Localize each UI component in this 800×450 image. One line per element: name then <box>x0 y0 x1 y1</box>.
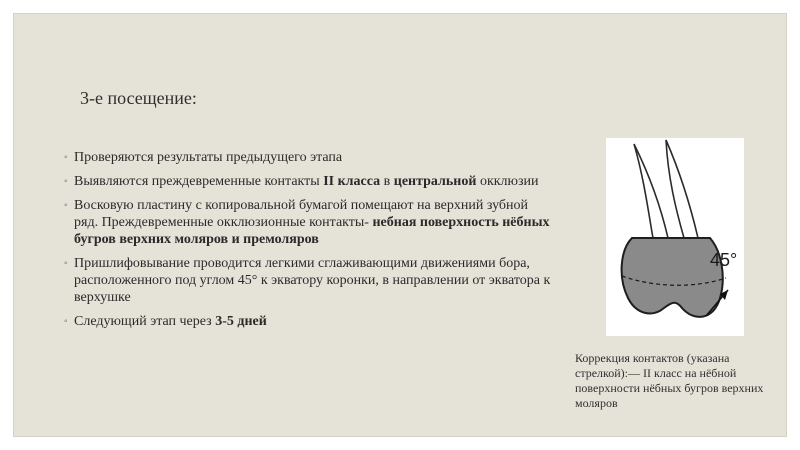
tooth-diagram <box>606 138 744 336</box>
bullet-item <box>64 173 554 190</box>
figure-caption: Коррекция контактов (указана стрелкой):— II класс на нёбной поверхности нёбных бугров верхних моляров <box>575 351 764 410</box>
tooth-root-right <box>666 140 698 238</box>
bullet-text: Проверяются результаты предыдущего этапа <box>74 150 343 165</box>
angle-label: 45° <box>710 250 738 270</box>
slide-title: 3-е посещение: <box>80 88 197 108</box>
bullet-text: II класса <box>323 174 381 189</box>
bullet-marker-icon: ◦ <box>64 258 68 269</box>
tooth-crown <box>622 238 723 317</box>
bullet-text: Восковую пластину с копировальной бумагой помещают на верхний зубной ряд. Преждевременные окклюзионные контакты- <box>74 198 529 230</box>
bullet-text: Пришлифовывание проводится легкими сглаживающими движениями бора, расположенного под углом 45° к экватору коронки, в направлении от экватора к верхушке <box>74 256 551 305</box>
bullet-list <box>64 149 554 337</box>
bullet-text: в <box>380 174 394 189</box>
bullet-marker-icon: ◦ <box>64 200 68 211</box>
bullet-marker-icon: ◦ <box>64 152 68 163</box>
bullet-item <box>64 313 554 330</box>
bullet-item <box>64 149 554 166</box>
bullet-item <box>64 255 554 306</box>
bullet-item <box>64 197 554 248</box>
tooth-root-left <box>634 144 668 238</box>
tooth-figure <box>606 138 744 336</box>
bullet-text: 3-5 дней <box>215 314 267 329</box>
slide <box>14 14 786 436</box>
bullet-text: окклюзии <box>476 174 539 189</box>
bullet-text: Следующий этап через <box>74 314 216 329</box>
bullet-text: небная поверхность нёбных бугров верхних моляров и премоляров <box>74 215 550 247</box>
bullet-text: Выявляются преждевременные контакты <box>74 174 324 189</box>
bullet-marker-icon: ◦ <box>64 176 68 187</box>
bullet-text: центральной <box>393 174 477 189</box>
bullet-marker-icon: ◦ <box>64 316 68 327</box>
